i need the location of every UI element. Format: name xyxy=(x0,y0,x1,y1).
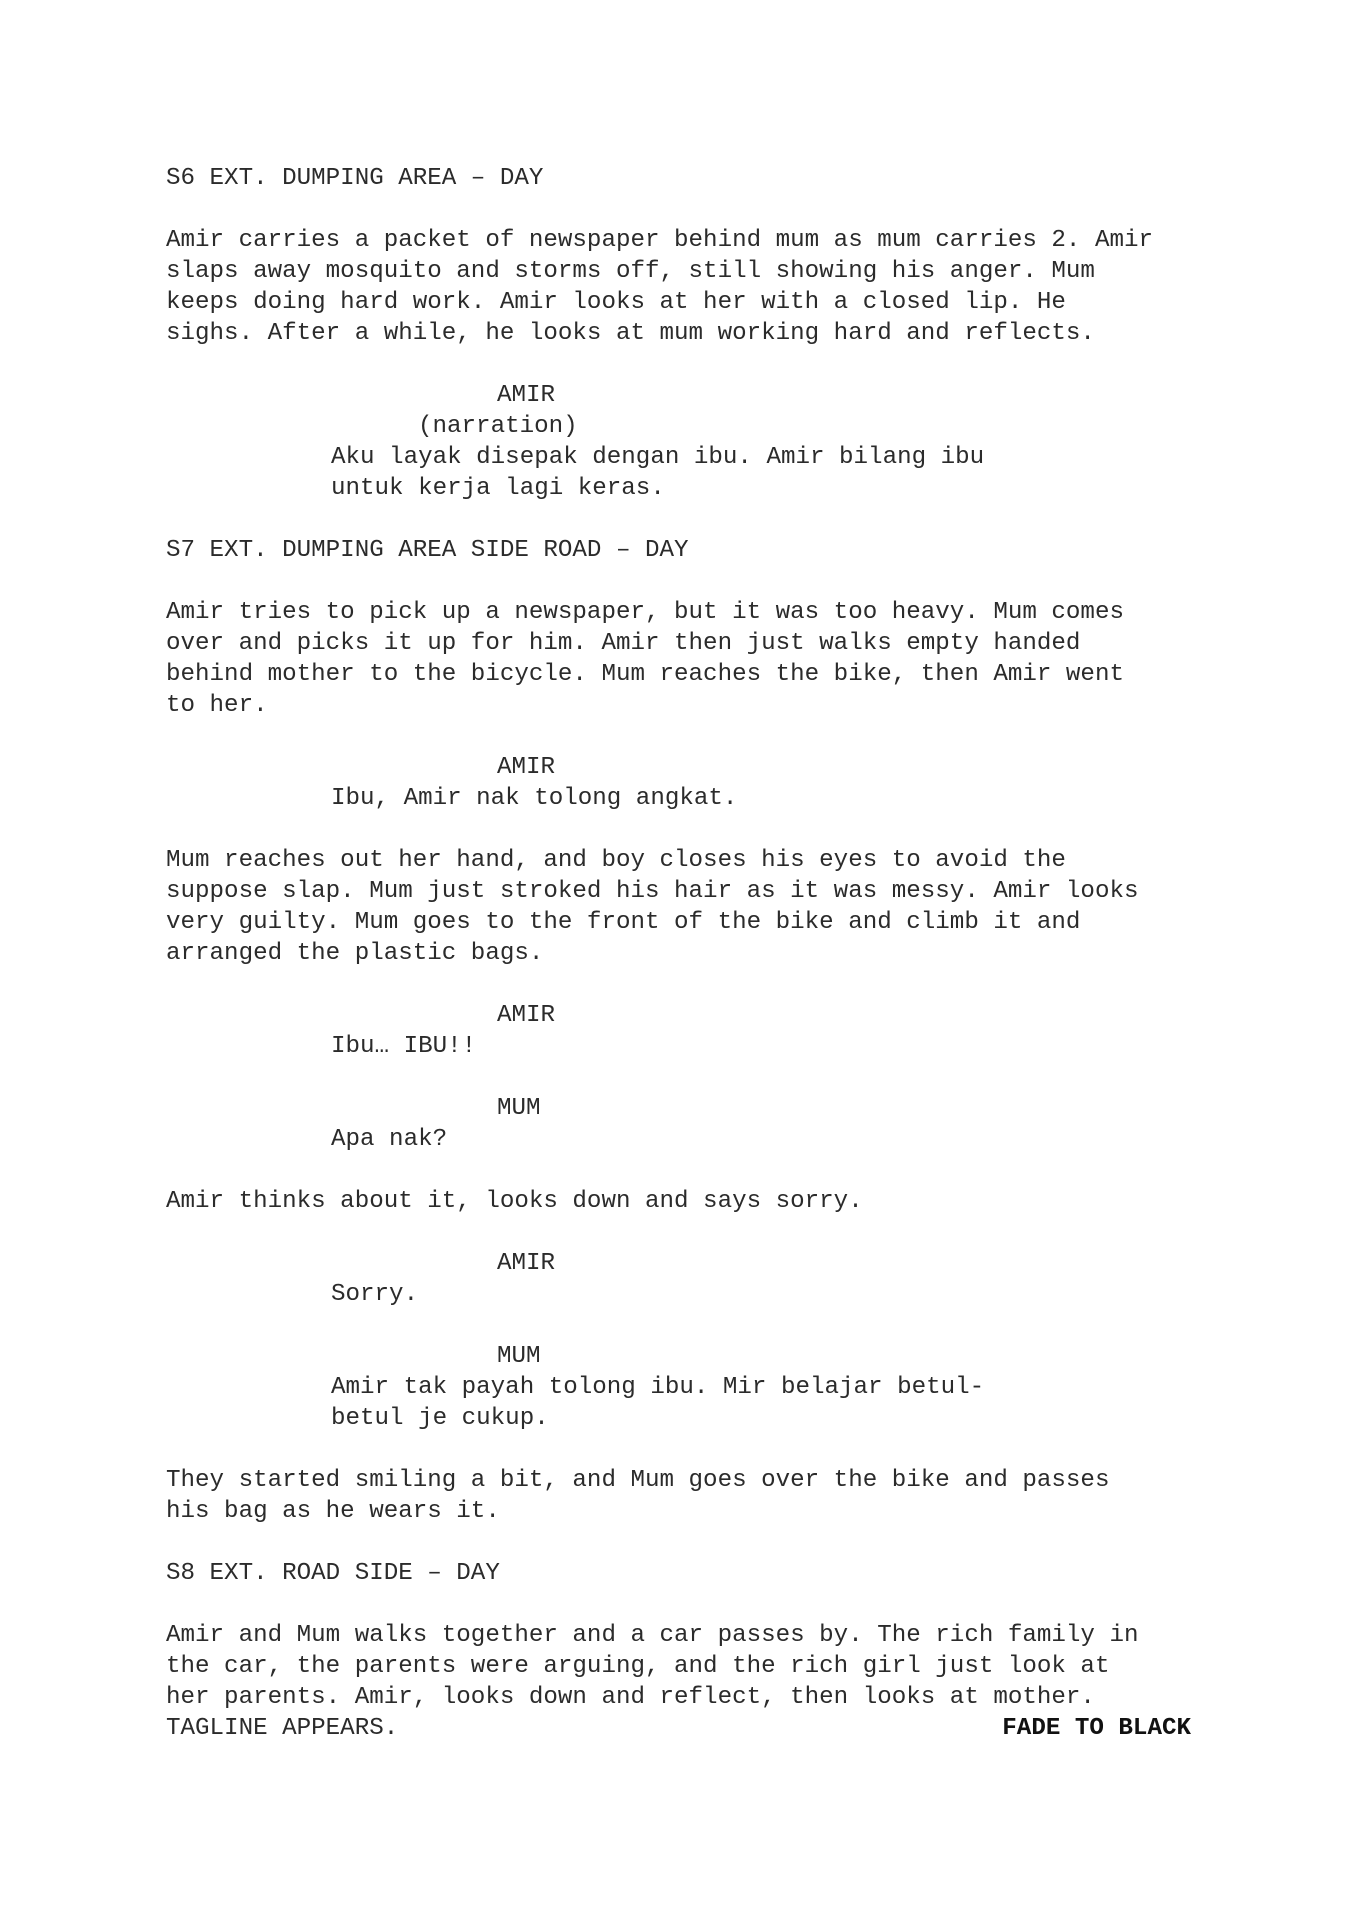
action-line: suppose slap. Mum just stroked his hair as it was messy. Amir looks xyxy=(166,878,1139,905)
parenthetical: (narration) xyxy=(418,413,578,440)
action-line: Amir thinks about it, looks down and says sorry. xyxy=(166,1188,863,1215)
scene-heading: S8 EXT. ROAD SIDE – DAY xyxy=(166,1560,500,1587)
character-name: AMIR xyxy=(497,754,556,781)
character-name: MUM xyxy=(497,1343,541,1370)
action-line: over and picks it up for him. Amir then just walks empty handed xyxy=(166,630,1081,657)
action-line: Amir and Mum walks together and a car passes by. The rich family in xyxy=(166,1622,1139,1649)
action-line: his bag as he wears it. xyxy=(166,1498,500,1525)
dialogue-line: Sorry. xyxy=(331,1281,419,1308)
action-line: behind mother to the bicycle. Mum reaches the bike, then Amir went xyxy=(166,661,1124,688)
dialogue-line: untuk kerja lagi keras. xyxy=(331,475,665,502)
dialogue-line: Aku layak disepak dengan ibu. Amir bilang ibu xyxy=(331,444,985,471)
dialogue-line: Ibu, Amir nak tolong angkat. xyxy=(331,785,738,812)
character-name: MUM xyxy=(497,1095,541,1122)
action-line: very guilty. Mum goes to the front of the bike and climb it and xyxy=(166,909,1081,936)
action-line: keeps doing hard work. Amir looks at her with a closed lip. He xyxy=(166,289,1066,316)
character-name: AMIR xyxy=(497,382,556,409)
action-line: to her. xyxy=(166,692,268,719)
scene-heading: S7 EXT. DUMPING AREA SIDE ROAD – DAY xyxy=(166,537,689,564)
action-line: Mum reaches out her hand, and boy closes his eyes to avoid the xyxy=(166,847,1066,874)
action-line: slaps away mosquito and storms off, still showing his anger. Mum xyxy=(166,258,1095,285)
scene-heading: S6 EXT. DUMPING AREA – DAY xyxy=(166,165,544,192)
transition: FADE TO BLACK xyxy=(1002,1715,1191,1742)
action-line: her parents. Amir, looks down and reflect, then looks at mother. xyxy=(166,1684,1095,1711)
action-line: Amir tries to pick up a newspaper, but it was too heavy. Mum comes xyxy=(166,599,1124,626)
dialogue-line: Apa nak? xyxy=(331,1126,448,1153)
action-line: sighs. After a while, he looks at mum working hard and reflects. xyxy=(166,320,1095,347)
character-name: AMIR xyxy=(497,1002,556,1029)
action-line: They started smiling a bit, and Mum goes over the bike and passes xyxy=(166,1467,1110,1494)
action-line: TAGLINE APPEARS. xyxy=(166,1715,399,1742)
action-line: the car, the parents were arguing, and the rich girl just look at xyxy=(166,1653,1110,1680)
character-name: AMIR xyxy=(497,1250,556,1277)
dialogue-line: betul je cukup. xyxy=(331,1405,549,1432)
action-line: arranged the plastic bags. xyxy=(166,940,544,967)
dialogue-line: Ibu… IBU!! xyxy=(331,1033,477,1060)
dialogue-line: Amir tak payah tolong ibu. Mir belajar betul- xyxy=(331,1374,985,1401)
action-line: Amir carries a packet of newspaper behind mum as mum carries 2. Amir xyxy=(166,227,1154,254)
